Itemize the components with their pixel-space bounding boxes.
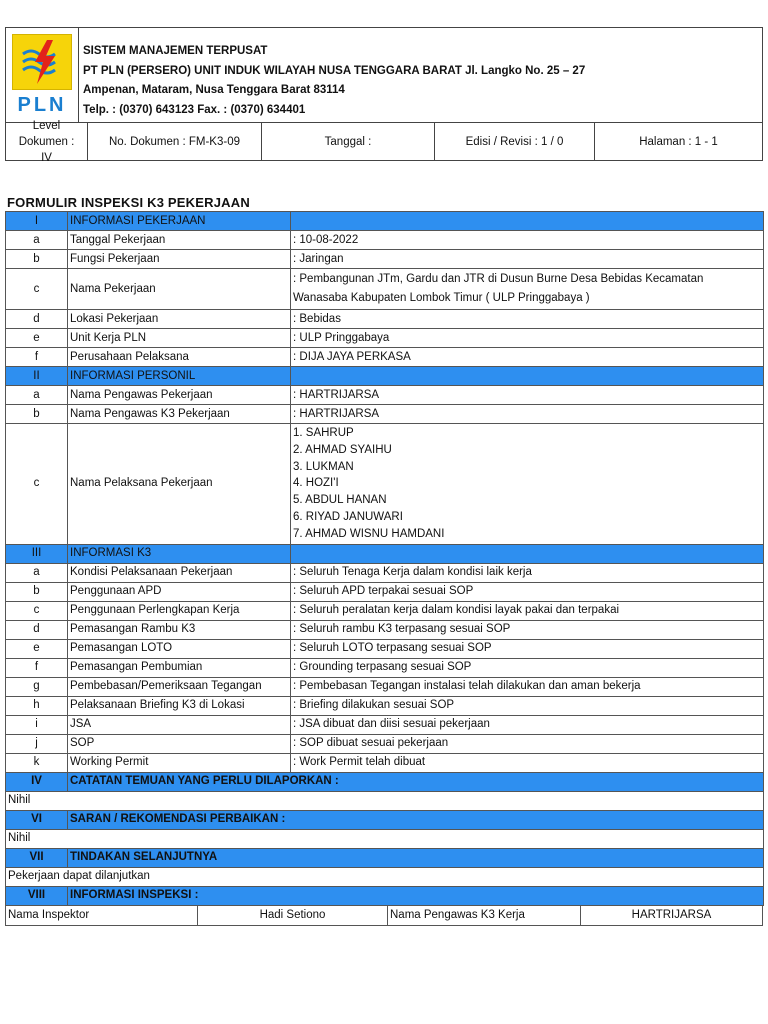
logo-wordmark: PLN bbox=[17, 93, 67, 116]
header-address: Ampenan, Mataram, Nusa Tenggara Barat 83114 bbox=[83, 84, 345, 96]
header-phone: Telp. : (0370) 643123 Fax. : (0370) 634401 bbox=[83, 103, 306, 116]
document-info-row bbox=[5, 119, 763, 164]
doc-number: No. Dokumen : FM-K3-09 bbox=[88, 123, 262, 160]
section-header-2: II INFORMASI PERSONIL bbox=[6, 367, 764, 386]
table-row: c Nama Pelaksana Pekerjaan 1. SAHRUP 2. AHMAD SYAIHU 3. LUKMAN 4. HOZI'I 5. ABDUL HANAN 6. RIYAD JANUWARI 7. AHMAD WISNU HAMDANI bbox=[6, 424, 764, 545]
inspector-name: Hadi Setiono bbox=[198, 906, 388, 925]
form-title: FORMULIR INSPEKSI K3 PEKERJAAN bbox=[7, 195, 250, 210]
table-row: e Pemasangan LOTO : Seluruh LOTO terpasang sesuai SOP bbox=[6, 639, 764, 658]
table-row: b Penggunaan APD : Seluruh APD terpakai sesuai SOP bbox=[6, 582, 764, 601]
section-header-6: VI SARAN / REKOMENDASI PERBAIKAN : bbox=[6, 810, 764, 829]
lightning-logo-icon bbox=[12, 34, 72, 90]
inspection-form bbox=[5, 27, 763, 926]
table-row: g Pembebasan/Pemeriksaan Tegangan : Pembebasan Tegangan instalasi telah dilakukan dan aman bekerja bbox=[6, 677, 764, 696]
list-item: 1. SAHRUP bbox=[293, 427, 354, 439]
table-row: b Fungsi Pekerjaan : Jaringan bbox=[6, 250, 764, 269]
table-row: k Working Permit : Work Permit telah dibuat bbox=[6, 753, 764, 772]
list-item: 6. RIYAD JANUWARI bbox=[293, 510, 403, 523]
table-row: f Pemasangan Pembumian : Grounding terpasang sesuai SOP bbox=[6, 658, 764, 677]
table-row: h Pelaksanaan Briefing K3 di Lokasi : Briefing dilakukan sesuai SOP bbox=[6, 696, 764, 715]
worker-names-list bbox=[291, 424, 764, 545]
doc-level: Level Dokumen : IV bbox=[6, 123, 88, 160]
document-header bbox=[5, 27, 763, 123]
table-row: a Kondisi Pelaksanaan Pekerjaan : Seluruh Tenaga Kerja dalam kondisi laik kerja bbox=[6, 563, 764, 582]
table-row: f Perusahaan Pelaksana : DIJA JAYA PERKASA bbox=[6, 348, 764, 367]
table-row: a Tanggal Pekerjaan : 10-08-2022 bbox=[6, 231, 764, 250]
table-row: i JSA : JSA dibuat dan diisi sesuai pekerjaan bbox=[6, 715, 764, 734]
section-header-4: IV CATATAN TEMUAN YANG PERLU DILAPORKAN : bbox=[6, 772, 764, 791]
doc-date: Tanggal : bbox=[262, 123, 435, 160]
section-header-7: VII TINDAKAN SELANJUTNYA bbox=[6, 848, 764, 867]
list-item: 2. AHMAD SYAIHU bbox=[293, 443, 392, 456]
section-header-8: VIII INFORMASI INSPEKSI : bbox=[6, 886, 764, 905]
next-action-row: Pekerjaan dapat dilanjutkan bbox=[6, 867, 764, 886]
supervisor-name: HARTRIJARSA bbox=[631, 909, 712, 922]
section-header-3: III INFORMASI K3 bbox=[6, 544, 764, 563]
table-row: c Nama Pekerjaan : Pembangunan JTm, Gardu dan JTR di Dusun Burne Desa Bebidas Kecamatan Wanasaba Kabupaten Lombok Timur ( ULP Pringgabaya ) bbox=[6, 269, 764, 310]
header-system-name: SISTEM MANAJEMEN TERPUSAT bbox=[83, 45, 268, 57]
list-item: 5. ABDUL HANAN bbox=[293, 494, 387, 507]
doc-edition: Edisi / Revisi : 1 / 0 bbox=[435, 123, 595, 160]
list-item: 7. AHMAD WISNU HAMDANI bbox=[293, 527, 445, 540]
findings-row: Nihil bbox=[6, 791, 764, 810]
inspector-label: Nama Inspektor bbox=[6, 906, 198, 925]
table-row: d Pemasangan Rambu K3 : Seluruh rambu K3 terpasang sesuai SOP bbox=[6, 620, 764, 639]
doc-page: Halaman : 1 - 1 bbox=[639, 135, 718, 148]
table-row: b Nama Pengawas K3 Pekerjaan : HARTRIJARSA bbox=[6, 405, 764, 424]
inspection-info-row bbox=[5, 906, 763, 926]
section-header-1: I INFORMASI PEKERJAAN bbox=[6, 212, 764, 231]
recommendation-row: Nihil bbox=[6, 829, 764, 848]
list-item: 3. LUKMAN bbox=[293, 460, 354, 473]
header-company: PT PLN (PERSERO) UNIT INDUK WILAYAH NUSA TENGGARA BARAT Jl. Langko No. 25 – 27 bbox=[83, 64, 586, 77]
table-row: e Unit Kerja PLN : ULP Pringgabaya bbox=[6, 329, 764, 348]
list-item: 4. HOZI'I bbox=[293, 477, 339, 490]
header-text bbox=[79, 28, 585, 122]
table-row: d Lokasi Pekerjaan : Bebidas bbox=[6, 310, 764, 329]
supervisor-label: Nama Pengawas K3 Kerja bbox=[388, 906, 581, 925]
table-row: a Nama Pengawas Pekerjaan : HARTRIJARSA bbox=[6, 386, 764, 405]
inspection-table bbox=[5, 211, 764, 906]
table-row: c Penggunaan Perlengkapan Kerja : Seluruh peralatan kerja dalam kondisi layak pakai dan terpakai bbox=[6, 601, 764, 620]
table-row: j SOP : SOP dibuat sesuai pekerjaan bbox=[6, 734, 764, 753]
pln-logo bbox=[6, 28, 79, 122]
